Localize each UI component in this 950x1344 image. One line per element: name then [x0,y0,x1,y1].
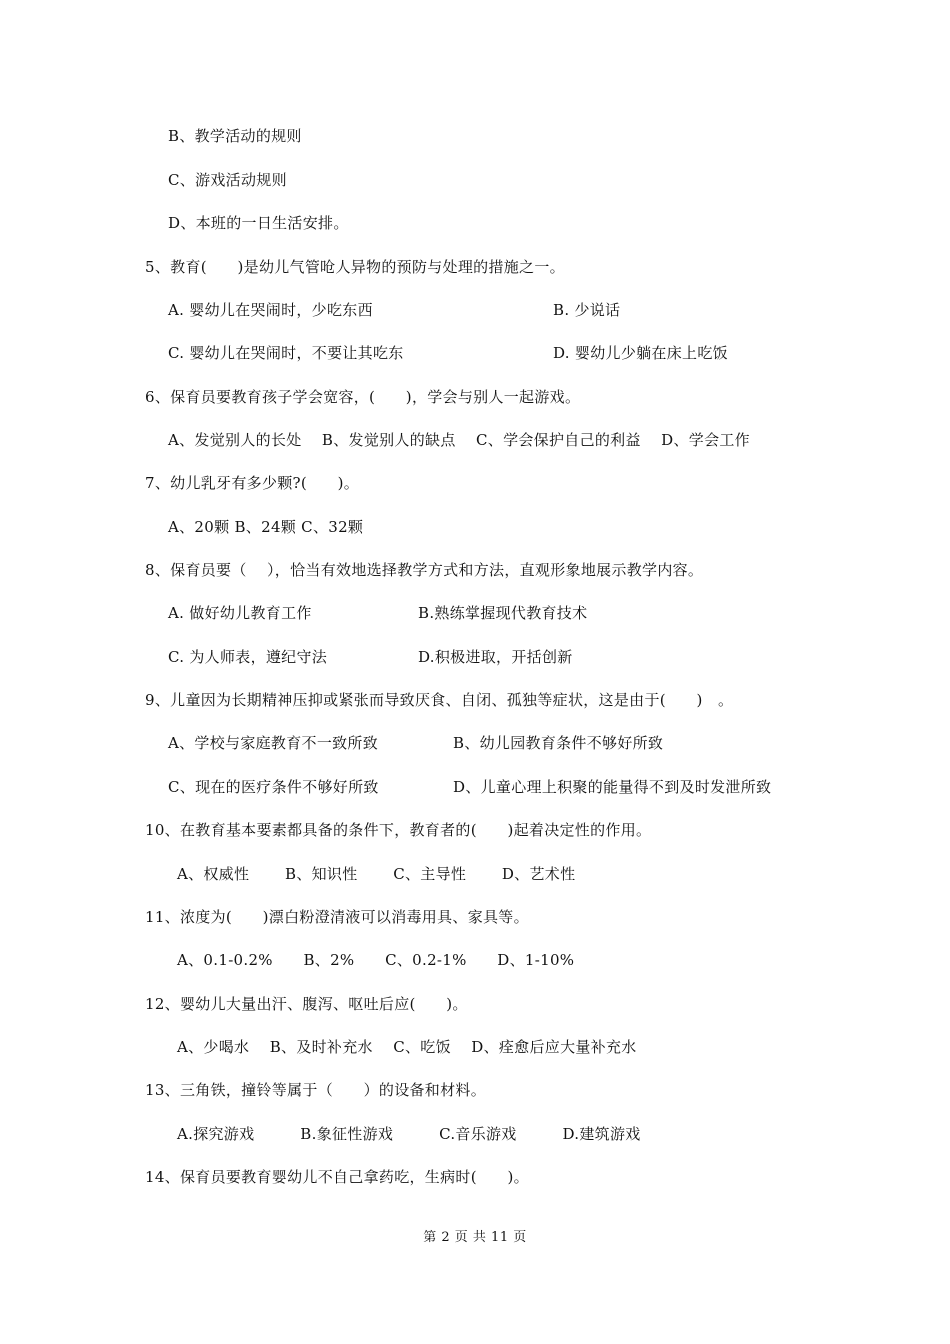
q9-option-a: A、学校与家庭教育不一致所致 [168,734,379,752]
q9-option-b: B、幼儿园教育条件不够好所致 [453,734,664,752]
q10-options: A、权威性 B、知识性 C、主导性 D、艺术性 [177,865,576,883]
option-c-prev: C、游戏活动规则 [168,171,287,189]
option-b-prev: B、教学活动的规则 [168,127,302,145]
q6-options: A、发觉别人的长处 B、发觉别人的缺点 C、学会保护自己的利益 D、学会工作 [168,431,750,449]
question-6: 6、保育员要教育孩子学会宽容，( )，学会与别人一起游戏。 [145,388,581,406]
q8-option-b: B.熟练掌握现代教育技术 [418,604,588,622]
question-9: 9、儿童因为长期精神压抑或紧张而导致厌食、自闭、孤独等症状，这是由于( ) 。 [145,691,734,709]
q11-options: A、0.1-0.2% B、2% C、0.2-1% D、1-10% [177,951,575,969]
q5-option-b: B. 少说话 [553,301,621,319]
q8-option-d: D.积极进取，开括创新 [418,648,573,666]
q8-option-a: A. 做好幼儿教育工作 [168,604,312,622]
option-d-prev: D、本班的一日生活安排。 [168,214,349,232]
q5-option-d: D. 婴幼儿少躺在床上吃饭 [553,344,728,362]
question-8: 8、保育员要（ ），恰当有效地选择教学方式和方法，直观形象地展示教学内容。 [145,561,704,579]
question-11: 11、浓度为( )漂白粉澄清液可以消毒用具、家具等。 [145,908,529,926]
question-10: 10、在教育基本要素都具备的条件下，教育者的( )起着决定性的作用。 [145,821,652,839]
q5-option-a: A. 婴幼儿在哭闹时，少吃东西 [168,301,373,319]
q12-options: A、少喝水 B、及时补充水 C、吃饭 D、痊愈后应大量补充水 [177,1038,637,1056]
q5-option-c: C. 婴幼儿在哭闹时，不要让其吃东 [168,344,404,362]
q9-option-c: C、现在的医疗条件不够好所致 [168,778,379,796]
q7-options: A、20颗 B、24颗 C、32颗 [168,518,364,536]
question-5: 5、教育( )是幼儿气管呛人异物的预防与处理的措施之一。 [145,258,565,276]
q9-option-d: D、儿童心理上积聚的能量得不到及时发泄所致 [453,778,772,796]
question-12: 12、婴幼儿大量出汗、腹泻、呕吐后应( )。 [145,995,468,1013]
page-number-footer: 第 2 页 共 11 页 [423,1230,527,1245]
q13-options: A.探究游戏 B.象征性游戏 C.音乐游戏 D.建筑游戏 [177,1125,641,1143]
question-14: 14、保育员要教育婴幼儿不自己拿药吃，生病时( )。 [145,1168,529,1186]
q8-option-c: C. 为人师表，遵纪守法 [168,648,328,666]
question-13: 13、三角铁，撞铃等属于（ ）的设备和材料。 [145,1081,486,1099]
question-7: 7、幼儿乳牙有多少颗?( )。 [145,474,360,492]
